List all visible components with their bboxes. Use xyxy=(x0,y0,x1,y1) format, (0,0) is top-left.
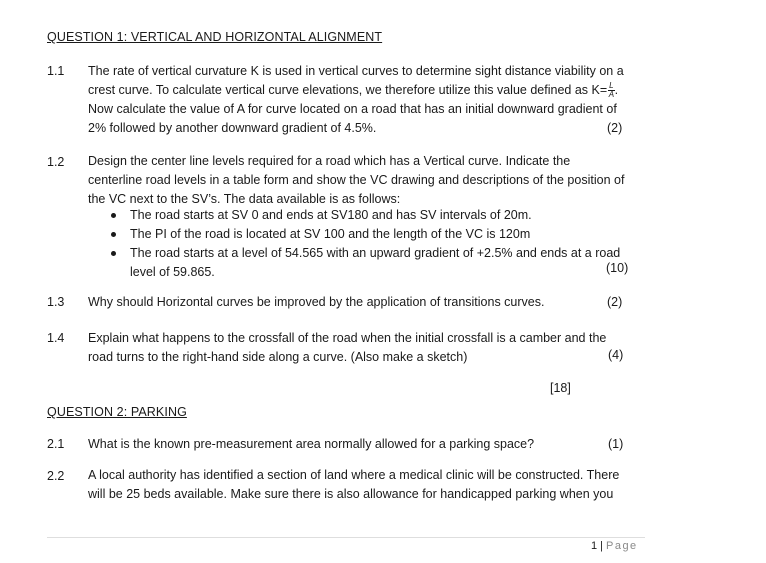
question-2-1-line-1: What is the known pre-measurement area normally allowed for a parking space? xyxy=(88,437,535,451)
question-1-1-line-2-end: . xyxy=(614,83,619,97)
page-label: Page xyxy=(605,540,638,552)
footer-divider xyxy=(47,537,645,538)
question-number-1-3: 1.3 xyxy=(47,295,65,309)
question-1-4-line-2: road turns to the right-hand side along a curve. (Also make a sketch) xyxy=(88,350,468,364)
question-2-1-marks: (1) xyxy=(608,437,624,451)
bullet-icon xyxy=(111,213,116,218)
footer-separator: | xyxy=(600,540,603,552)
question-2-2-line-2: will be 25 beds available. Make sure there is also allowance for handicapped parking when you xyxy=(88,487,614,501)
question-1-2-bullet-list xyxy=(108,206,648,282)
question-1-1-line-1: The rate of vertical curvature K is used in vertical curves to determine sight distance viability on a xyxy=(88,64,624,78)
question-1-1-line-3: Now calculate the value of A for curve located on a road that has an initial downward gradient of xyxy=(88,102,617,116)
bullet-item xyxy=(108,206,648,225)
question-1-2-text xyxy=(88,152,648,209)
question-number-1-1: 1.1 xyxy=(47,64,65,78)
fraction-denominator: A xyxy=(608,90,615,100)
question-1-total-marks: [18] xyxy=(550,381,571,395)
question-1-1-line-2 xyxy=(88,81,648,100)
page-footer xyxy=(591,540,638,552)
question-1-2-line-1: Design the center line levels required for a road which has a Vertical curve. Indicate the xyxy=(88,154,571,168)
question-1-4-text xyxy=(88,329,648,367)
bullet-item xyxy=(108,225,648,244)
question-number-2-2: 2.2 xyxy=(47,469,65,483)
question-1-3-marks: (2) xyxy=(607,295,623,309)
bullet-item xyxy=(108,244,648,263)
question-1-4-line-1: Explain what happens to the crossfall of the road when the initial crossfall is a camber and the xyxy=(88,331,607,345)
question-1-1-marks: (2) xyxy=(607,121,623,135)
fraction-numerator: L xyxy=(609,81,614,91)
question-1-2-marks: (10) xyxy=(606,261,629,275)
question-2-2-line-1: A local authority has identified a section of land where a medical clinic will be constructed. There xyxy=(88,468,620,482)
question-1-2-line-2: centerline road levels in a table form and show the VC drawing and descriptions of the position of xyxy=(88,173,625,187)
section-2-heading: QUESTION 2: PARKING xyxy=(47,405,187,419)
bullet-continuation-text: level of 59.865. xyxy=(130,265,215,279)
question-1-1-line-2-text: crest curve. To calculate vertical curve elevations, we therefore utilize this value defined as K= xyxy=(88,83,608,97)
page-number: 1 xyxy=(591,540,598,552)
question-1-1-line-4: 2% followed by another downward gradient of 4.5%. xyxy=(88,121,377,135)
question-2-1-text xyxy=(88,435,648,454)
question-1-4-marks: (4) xyxy=(608,348,624,362)
bullet-text: The road starts at a level of 54.565 with an upward gradient of +2.5% and ends at a road xyxy=(130,246,621,260)
question-1-3-line-1: Why should Horizontal curves be improved by the application of transitions curves. xyxy=(88,295,545,309)
bullet-icon xyxy=(111,251,116,256)
question-number-1-2: 1.2 xyxy=(47,155,65,169)
question-number-2-1: 2.1 xyxy=(47,437,65,451)
bullet-icon xyxy=(111,232,116,237)
bullet-text: The road starts at SV 0 and ends at SV180 and has SV intervals of 20m. xyxy=(130,208,532,222)
section-1-heading: QUESTION 1: VERTICAL AND HORIZONTAL ALIGNMENT xyxy=(47,30,383,44)
bullet-item-continuation xyxy=(108,263,648,282)
question-1-1-text xyxy=(88,62,648,138)
question-1-3-text xyxy=(88,293,648,312)
question-2-2-text xyxy=(88,466,648,504)
question-1-2-line-3: the VC next to the SV’s. The data available is as follows: xyxy=(88,192,401,206)
bullet-text: The PI of the road is located at SV 100 and the length of the VC is 120m xyxy=(130,227,531,241)
question-number-1-4: 1.4 xyxy=(47,331,65,345)
